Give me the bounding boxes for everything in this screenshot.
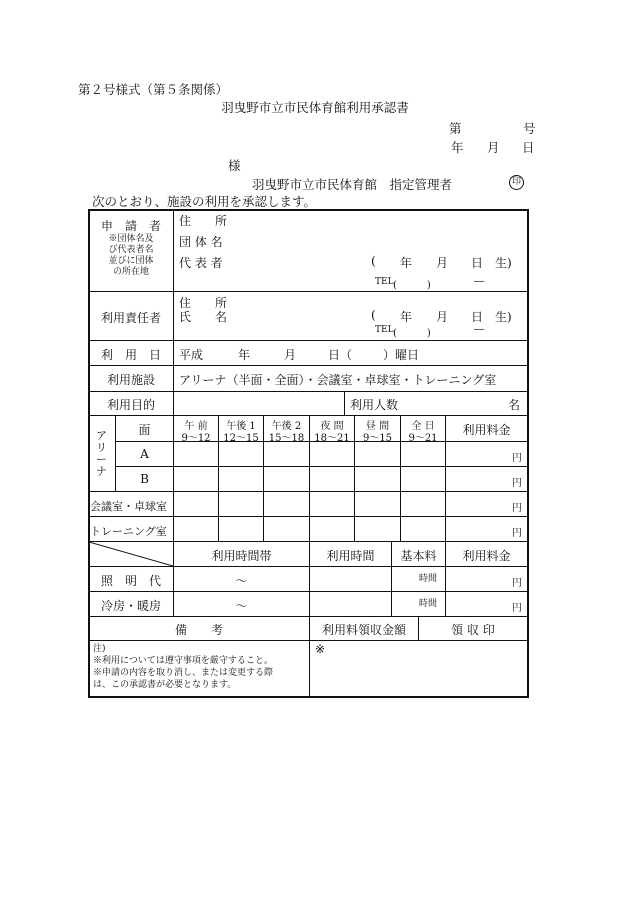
applicant-label: 申 請 者: [100, 219, 161, 233]
period-5-time: 9～15: [362, 433, 393, 444]
lighting-label: 照 明 代: [100, 574, 161, 588]
row-training-label: トレーニング室: [90, 525, 167, 538]
applicant-rep-label: 代 表 者: [179, 256, 223, 270]
notes-line-2: ※利用については遵守事項を厳守すること。: [93, 656, 273, 666]
period-1-name: 午 前: [184, 421, 208, 432]
applicant-note-1: ※団体名及: [108, 234, 154, 244]
usage-date-weekday: ）曜日: [383, 348, 420, 362]
responsible-birth-month: 月: [436, 310, 449, 324]
responsible-tel-label: TEL: [375, 325, 394, 335]
usage-date-month: 月: [284, 348, 297, 362]
applicant-birth-year: 年: [400, 256, 413, 270]
row-meeting-label: 会議室・卓球室: [90, 500, 167, 513]
seal-mark-icon: 印: [509, 175, 524, 190]
responsible-name-label: 氏 名: [179, 310, 228, 324]
row-b-unit: 円: [512, 478, 522, 489]
usage-date-day: 日（: [328, 348, 353, 362]
responsible-label: 利用責任者: [100, 311, 161, 325]
count-unit: 名: [508, 398, 521, 412]
aircon-hours: 時間: [419, 599, 438, 609]
applicant-note-3: 並びに団体: [108, 256, 154, 266]
row-b-label: B: [140, 472, 149, 486]
period-4-name: 夜 間: [320, 421, 344, 432]
date-day: 日: [522, 140, 535, 155]
row-a-unit: 円: [512, 453, 522, 464]
time-band-header: 利用時間帯: [211, 549, 272, 563]
facilities-value: アリーナ（半面・全面）・会議室・卓球室・トレーニング室: [179, 373, 497, 387]
applicant-birth-month: 月: [436, 256, 449, 270]
receipt-stamp-label: 領 収 印: [451, 623, 495, 637]
period-2-time: 12～15: [223, 433, 259, 444]
received-amount-label: 利用料領収金額: [321, 623, 406, 637]
row-a-label: A: [140, 447, 149, 461]
responsible-tel-dash: ―: [474, 324, 484, 335]
number-suffix: 号: [523, 121, 536, 136]
row-meeting-unit: 円: [512, 503, 522, 514]
responsible-tel-paren: ( ): [393, 328, 431, 339]
remarks-label: 備 考: [174, 623, 223, 637]
base-fee-header: 基本料: [400, 549, 437, 563]
duration-header: 利用時間: [326, 549, 375, 563]
notes-line-1: 注): [93, 644, 106, 654]
period-5-name: 昼 間: [365, 421, 390, 432]
addressee-honorific: 様: [228, 158, 241, 173]
applicant-tel-paren: ( ): [393, 280, 431, 291]
facilities-label: 利用施設: [106, 373, 155, 387]
period-6-name: 全 日: [411, 421, 435, 432]
usage-date-era: 平成: [179, 348, 204, 362]
period-4-time: 18～21: [314, 433, 350, 444]
period-6-time: 9～21: [408, 433, 438, 444]
period-2-name: 午後 1: [226, 421, 256, 432]
number-prefix: 第: [449, 121, 462, 136]
row-training-unit: 円: [512, 528, 522, 539]
document-title: 羽曳野市立市民体育館利用承認書: [221, 100, 409, 115]
aircon-unit: 円: [512, 603, 522, 614]
intro-text: 次のとおり、施設の利用を承認します。: [92, 194, 317, 209]
applicant-note-4: の所在地: [112, 267, 149, 277]
form-number: 第２号様式（第５条関係）: [78, 82, 229, 97]
purpose-label: 利用目的: [106, 398, 155, 412]
received-mark: ※: [315, 642, 326, 656]
issuer: 羽曳野市立市民体育館 指定管理者: [252, 177, 453, 192]
applicant-address-label: 住 所: [179, 214, 228, 228]
arena-label: アリーナ: [96, 429, 107, 478]
period-3-name: 午後 2: [271, 421, 302, 432]
notes-line-3: ※申請の内容を取り消し、または変更する際: [93, 668, 274, 678]
responsible-birth-open: (: [371, 308, 376, 322]
date-month: 月: [487, 140, 500, 155]
aircon-label: 冷房・暖房: [100, 599, 161, 613]
notes-line-4: は、この承認書が必要となります。: [93, 680, 237, 690]
applicant-note-2: び代表者名: [108, 245, 154, 255]
lighting-hours: 時間: [419, 574, 438, 584]
applicant-group-label: 団 体 名: [179, 235, 223, 249]
period-3-time: 15～18: [268, 433, 305, 444]
responsible-birth-year: 年: [400, 310, 413, 324]
applicant-birth-open: (: [371, 254, 376, 268]
period-1-time: 9～12: [181, 433, 211, 444]
extras-fee-header: 利用料金: [462, 549, 511, 563]
fee-header: 利用料金: [462, 423, 511, 437]
count-label: 利用人数: [350, 398, 399, 412]
lighting-unit: 円: [512, 578, 522, 589]
applicant-tel-label: TEL: [375, 277, 394, 287]
usage-date-year: 年: [238, 348, 251, 362]
side-label: 面: [138, 423, 151, 437]
responsible-address-label: 住 所: [179, 296, 228, 310]
diagonal-line: [89, 542, 173, 566]
aircon-tilde: ～: [235, 599, 248, 613]
lighting-tilde: ～: [235, 574, 248, 588]
applicant-birth-day: 日 生): [471, 256, 512, 270]
date-year: 年: [451, 140, 464, 155]
applicant-tel-dash: ―: [474, 276, 484, 287]
usage-date-label: 利 用 日: [100, 348, 161, 362]
responsible-birth-day: 日 生): [471, 310, 512, 324]
